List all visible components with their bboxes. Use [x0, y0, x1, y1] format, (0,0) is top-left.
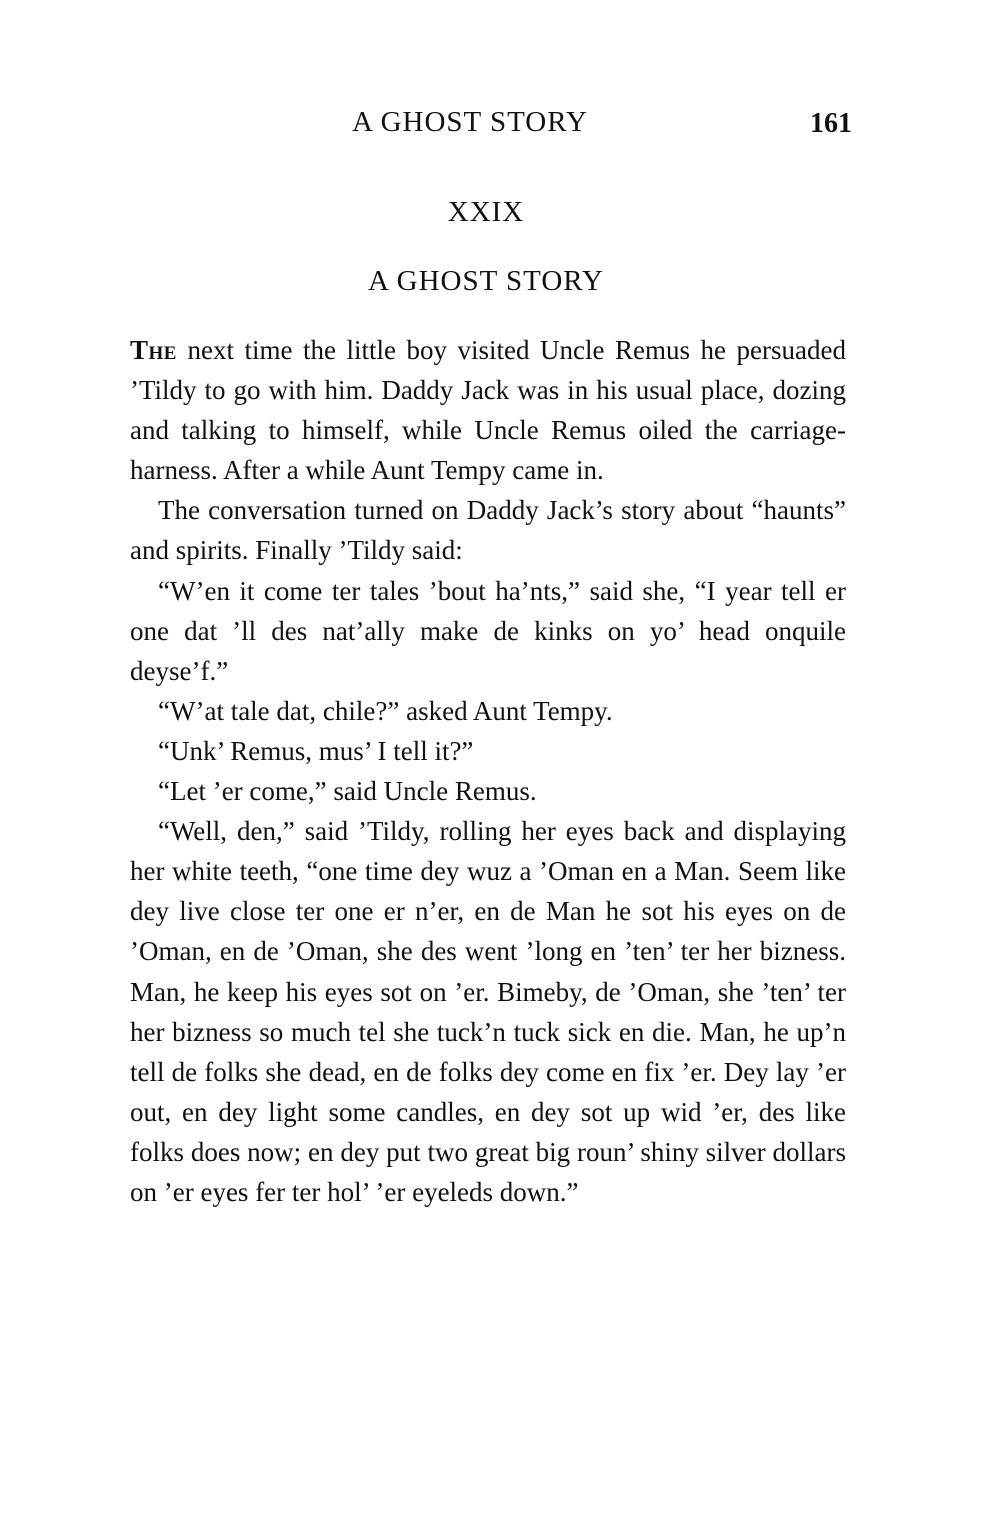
paragraph: “Unk’ Remus, mus’ I tell it?”: [158, 735, 474, 766]
page-number: 161: [810, 108, 852, 139]
paragraph: “Let ’er come,” said Uncle Remus.: [158, 776, 537, 807]
paragraph-text: next time the little boy visited Uncle Remus he persuaded ’Tildy to go with him. Daddy Jack was in his usual place, dozing and talking to himself, while Uncle Remus oiled the carriage-harness. After a while Aunt Tempy came in.: [130, 335, 846, 486]
chapter-title: A GHOST STORY: [368, 265, 604, 297]
paragraph: [130, 330, 846, 490]
paragraph: “W’en it come ter tales ’bout ha’nts,” said she, “I year tell er one dat ’ll des nat’ally make de kinks on yo’ head onquile deyse’f.”: [130, 575, 846, 686]
paragraph: “Well, den,” said ’Tildy, rolling her eyes back and displaying her white teeth, “one time dey wuz a ’Oman en a Man. Seem like dey live close ter one er n’er, en de Man he sot his eyes on de ’Oman, en de ’Oman, she des went ’long en ’ten’ ter her bizness. Man, he keep his eyes sot on ’er. Bimeby, de ’Oman, she ’ten’ ter her bizness so much tel she tuck’n tuck sick en die. Man, he up’n tell de folks she dead, en de folks dey come en fix ’er. Dey lay ’er out, en dey light some candles, en dey sot up wid ’er, des like folks does now; en dey put two great big roun’ shiny silver dollars on ’er eyes fer ter hol’ ’er eyeleds down.”: [130, 816, 846, 1207]
paragraph: The conversation turned on Daddy Jack’s story about “haunts” and spirits. Finally ’Tildy said:: [130, 495, 846, 566]
running-title: A GHOST STORY: [352, 106, 588, 138]
paragraph: “W’at tale dat, chile?” asked Aunt Tempy.: [158, 695, 613, 726]
chapter-number: XXIX: [447, 196, 525, 228]
body-text: [130, 330, 846, 1212]
running-head: [0, 106, 1000, 146]
paragraph-lead-word: The: [130, 335, 177, 365]
